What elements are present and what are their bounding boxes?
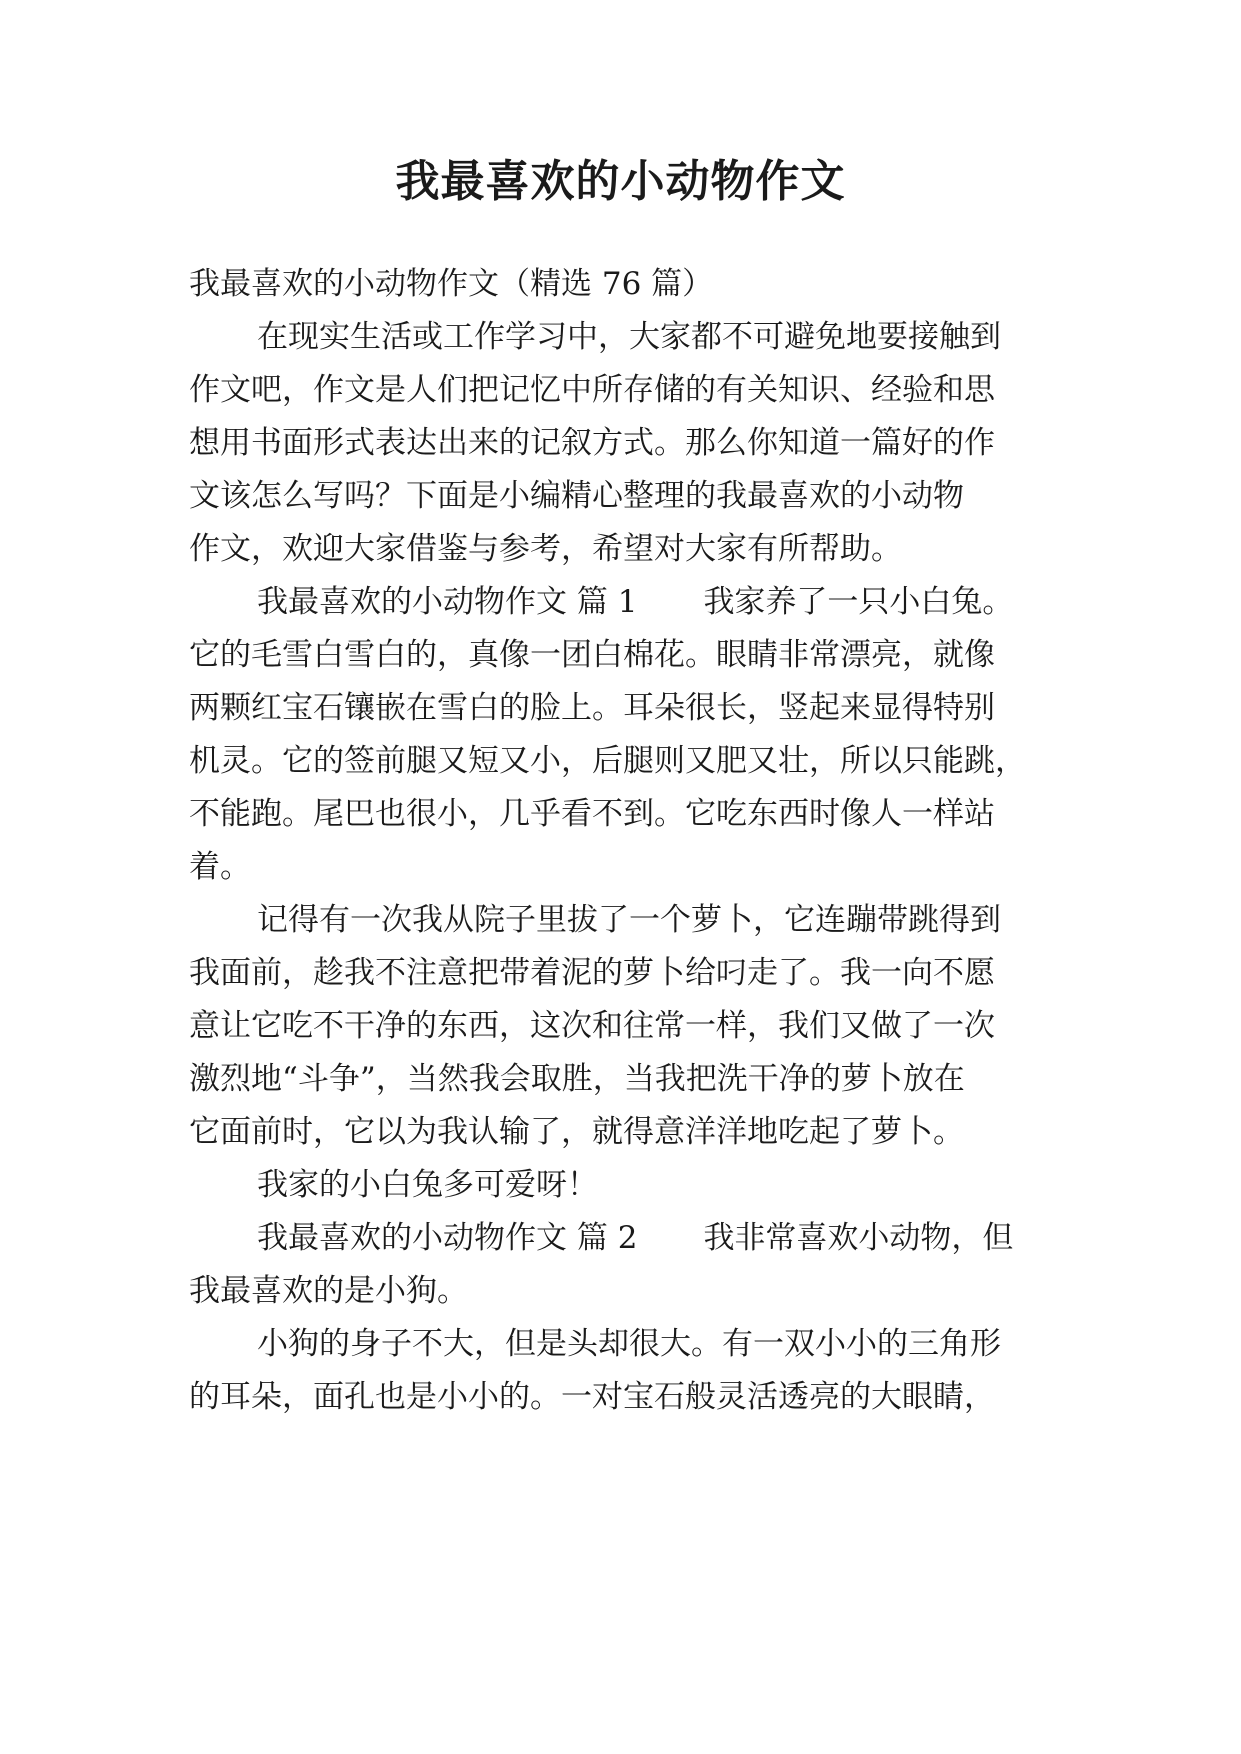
paragraph-line: 不能跑。尾巴也很小，几乎看不到。它吃东西时像人一样站 xyxy=(189,796,995,832)
paragraph-line: 它面前时，它以为我认输了，就得意洋洋地吃起了萝卜。 xyxy=(189,1114,964,1150)
paragraph-line: 小狗的身子不大，但是头却很大。有一双小小的三角形 xyxy=(257,1326,1001,1362)
paragraph-line: 文该怎么写吗？下面是小编精心整理的我最喜欢的小动物 xyxy=(189,478,964,514)
paragraph-line: 意让它吃不干净的东西，这次和往常一样，我们又做了一次 xyxy=(189,1008,995,1044)
paragraph-line: 激烈地“斗争”，当然我会取胜，当我把洗干净的萝卜放在 xyxy=(189,1061,965,1097)
paragraph-line: 我最喜欢的是小狗。 xyxy=(189,1273,468,1309)
paragraph-line: 的耳朵，面孔也是小小的。一对宝石般灵活透亮的大眼睛， xyxy=(189,1379,995,1415)
section-heading-1: 我最喜欢的小动物作文 篇 1 xyxy=(257,584,638,620)
section-heading-2: 我最喜欢的小动物作文 篇 2 xyxy=(257,1220,638,1256)
paragraph-line: 机灵。它的签前腿又短又小，后腿则又肥又壮，所以只能跳， xyxy=(189,743,1026,779)
section-heading-line xyxy=(257,1218,1013,1258)
paragraph-line: 着。 xyxy=(189,849,251,885)
paragraph-line: 我家的小白兔多可爱呀！ xyxy=(257,1167,598,1203)
paragraph-line: 我面前，趁我不注意把带着泥的萝卜给叼走了。我一向不愿 xyxy=(189,955,995,991)
section-1-first-sentence: 我家养了一只小白兔。 xyxy=(703,584,1014,620)
paragraph-line: 它的毛雪白雪白的，真像一团白棉花。眼睛非常漂亮，就像 xyxy=(189,637,995,673)
section-2-first-sentence: 我非常喜欢小动物，但 xyxy=(703,1220,1014,1256)
paragraph-line: 想用书面形式表达出来的记叙方式。那么你知道一篇好的作 xyxy=(189,425,995,461)
subtitle-line: 我最喜欢的小动物作文（精选 76 篇） xyxy=(189,266,714,302)
paragraph-line: 作文，欢迎大家借鉴与参考，希望对大家有所帮助。 xyxy=(189,531,902,567)
paragraph-line: 记得有一次我从院子里拔了一个萝卜，它连蹦带跳得到 xyxy=(257,902,1001,938)
section-heading-line xyxy=(257,582,1013,622)
paragraph-line: 两颗红宝石镶嵌在雪白的脸上。耳朵很长，竖起来显得特别 xyxy=(189,690,995,726)
paragraph-line: 作文吧，作文是人们把记忆中所存储的有关知识、经验和思 xyxy=(189,372,995,408)
paragraph-line: 在现实生活或工作学习中，大家都不可避免地要接触到 xyxy=(257,319,1001,355)
document-title: 我最喜欢的小动物作文 xyxy=(395,156,846,207)
